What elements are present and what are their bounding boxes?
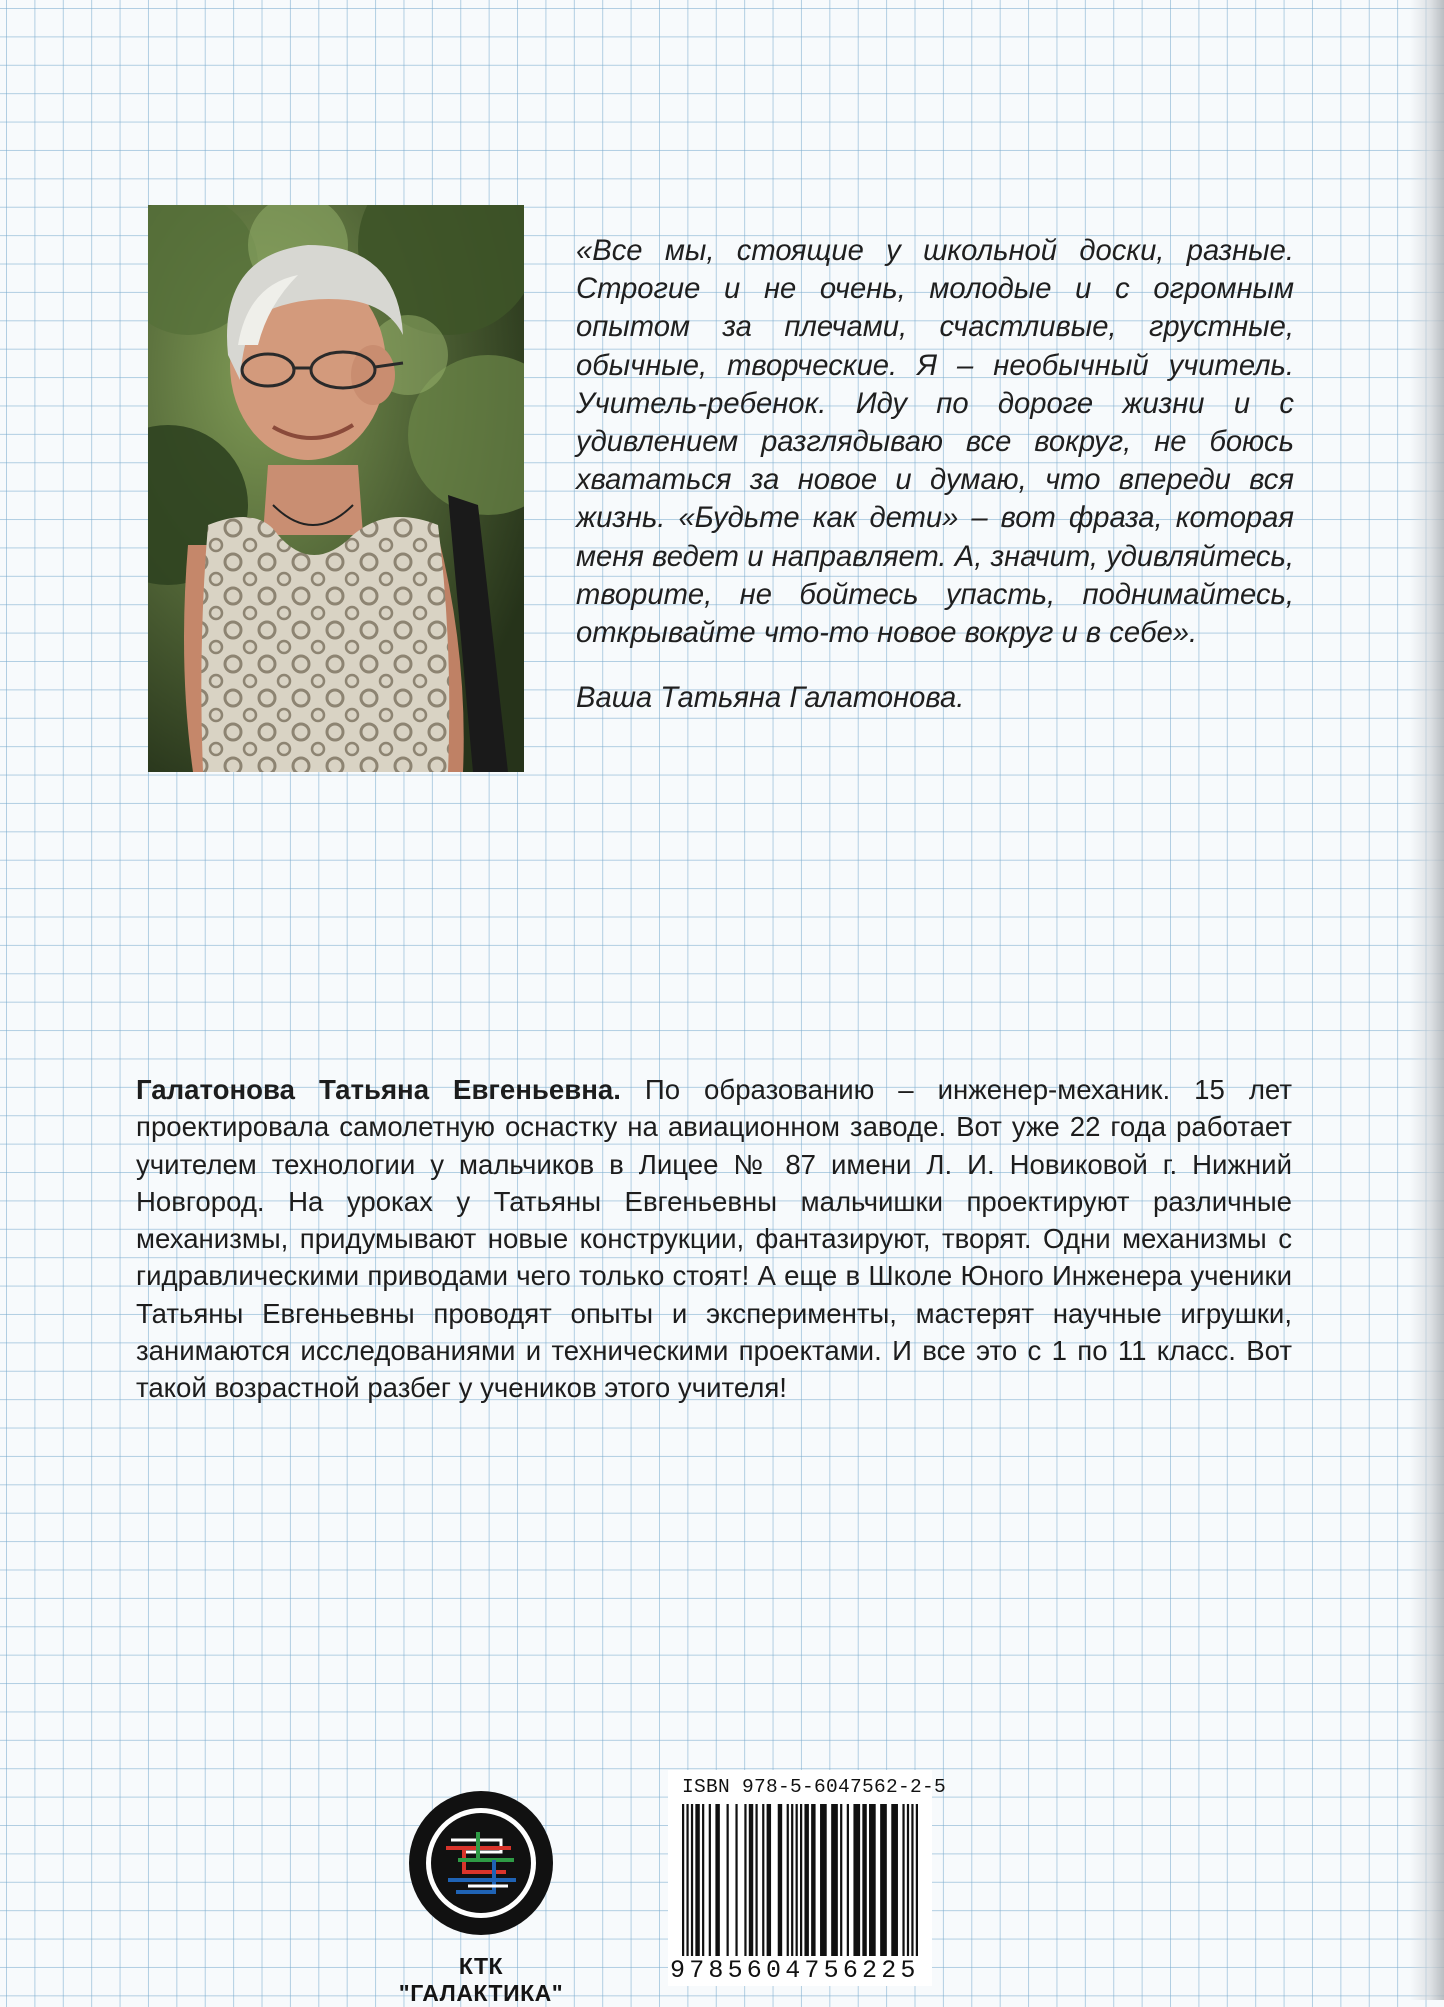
barcode-bar xyxy=(869,1804,876,1956)
barcode-bar xyxy=(804,1804,808,1956)
barcode-bar xyxy=(686,1804,688,1956)
author-photo xyxy=(148,205,524,772)
barcode-bar xyxy=(767,1804,771,1956)
barcode-bar xyxy=(709,1804,711,1956)
barcode-bar xyxy=(907,1804,909,1956)
barcode-bar xyxy=(911,1804,913,1956)
publisher-logo xyxy=(406,1788,556,1938)
isbn-barcode-block xyxy=(668,1770,947,1986)
barcode-bar xyxy=(762,1804,764,1956)
barcode-bar xyxy=(695,1804,699,1956)
ean-digits: 9785604756225 xyxy=(670,1956,920,1985)
barcode-bar xyxy=(831,1804,838,1956)
barcode xyxy=(682,1804,918,1956)
barcode-bar xyxy=(880,1804,887,1956)
barcode-bar xyxy=(744,1804,746,1956)
barcode-bar xyxy=(715,1804,719,1956)
author-name: Галатонова Татьяна Евгеньевна. xyxy=(136,1074,621,1105)
isbn-label: ISBN 978-5-6047562-2-5 xyxy=(682,1776,947,1798)
barcode-bar xyxy=(811,1804,815,1956)
book-spine-shadow xyxy=(1410,0,1444,2000)
barcode-bar xyxy=(682,1804,684,1956)
barcode-bar xyxy=(853,1804,860,1956)
barcode-bar xyxy=(702,1804,704,1956)
publisher-name: КТК "ГАЛАКТИКА" xyxy=(398,1953,564,2006)
barcode-bar xyxy=(755,1804,757,1956)
barcode-bar xyxy=(840,1804,842,1956)
barcode-bar xyxy=(820,1804,827,1956)
barcode-bar xyxy=(735,1804,737,1956)
barcode-bar xyxy=(902,1804,904,1956)
barcode-bar xyxy=(796,1804,798,1956)
barcode-bar xyxy=(791,1804,793,1956)
author-biography xyxy=(136,1071,1292,1407)
barcode-bar xyxy=(800,1804,802,1956)
author-quote: «Все мы, стоящие у школьной доски, разные. Строгие и не очень, молодые и с огромным опытом за плечами, счастливые, грустные, обычные, творческие. Я – необычный учитель. Учитель-ребенок. Иду по дороге жизни и с удивлением разглядываю все вокруг, не боюсь хвататься за новое и думаю, что впереди вся жизнь. «Будьте как дети» – вот фраза, которая меня ведет и направляет. А, значит, удивляйтесь, творите, не бойтесь упасть, поднимайтесь, открывайте что-то новое вокруг и в себе». xyxy=(576,235,1294,650)
barcode-bar xyxy=(787,1804,789,1956)
barcode-bar xyxy=(891,1804,898,1956)
barcode-bar xyxy=(727,1804,729,1956)
barcode-bar xyxy=(749,1804,753,1956)
barcode-bar xyxy=(862,1804,866,1956)
quote-signature: Ваша Татьяна Галатонова. xyxy=(576,682,965,714)
barcode-bar xyxy=(778,1804,782,1956)
barcode-bar xyxy=(916,1804,918,1956)
barcode-bar xyxy=(847,1804,849,1956)
barcode-bar xyxy=(691,1804,693,1956)
biography-text: По образованию – инженер-механик. 15 лет проектировала самолетную оснастку на авиационном заводе. Вот уже 22 года работает учителем технологии у мальчиков в Лицее № 87 имени Л. И. Новиковой г. Нижний Новгород. На уроках у Татьяны Евгеньевны мальчишки проектируют различные механизмы, придумывают новые конструкции, фантазируют, творят. Одни механизмы с гидравлическими приводами чего только стоят! А еще в Школе Юного Инженера ученики Татьяны Евгеньевны проводят опыты и эксперименты, мастерят научные игрушки, занимаются исследованиями и техническими проектами. И все это с 1 по 11 класс. Вот такой возрастной разбег у учеников этого учителя! xyxy=(136,1074,1292,1404)
